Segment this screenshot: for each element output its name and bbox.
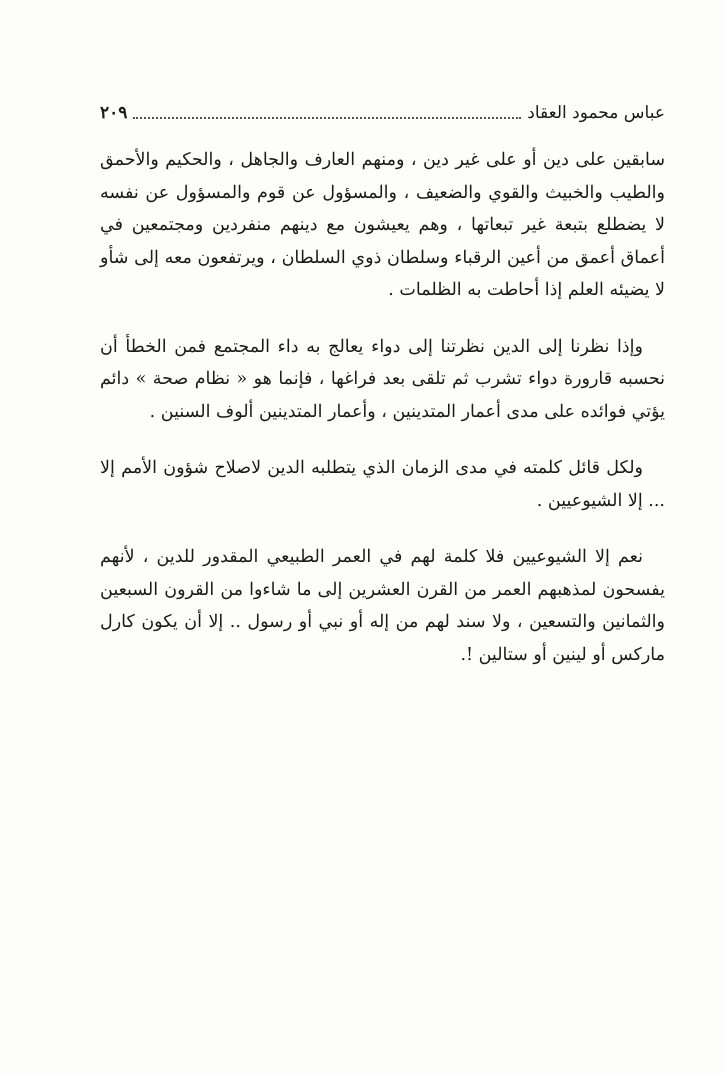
body-text bbox=[100, 144, 665, 695]
paragraph: نعم إلا الشيوعيين فلا كلمة لهم في العمر الطبيعي المقدور للدين ، لأنهم يفسحون لمذهبهم العمر من القرن العشرين إلى ما شاءوا من القرون السبعين والثمانين والتسعين ، ولا سند لهم من إله أو نبي أو رسول .. إلا أن يكون كارل ماركس أو لينين أو ستالين !. bbox=[100, 547, 665, 665]
page-number: ٢٠٩ bbox=[100, 103, 128, 123]
dotted-leader bbox=[133, 107, 521, 119]
paragraph: وإذا نظرنا إلى الدين نظرتنا إلى دواء يعالج به داء المجتمع فمن الخطأ أن نحسبه قارورة دواء تشرب ثم تلقى بعد فراغها ، فإنما هو « نظام صحة » دائم يؤتي فوائده على مدى أعمار المتدينين ، وأعمار المتدينين ألوف السنين . bbox=[100, 336, 665, 422]
paragraph: سابقين على دين أو على غير دين ، ومنهم العارف والجاهل ، والحكيم والأحمق والطيب والخبيث والقوي والضعيف ، والمسؤول عن قوم والمسؤول عن نفسه لا يضطلع بتبعة غير تبعاتها ، وهم يعيشون مع دينهم منفردين ومجتمعين في أعماق أعمق من أعين الرقباء وسلطان ذوي السلطان ، ويرتفعون معه إلى شأو لا يضيئه العلم إذا أحاطت به الظلمات . bbox=[100, 150, 665, 300]
page-header bbox=[100, 98, 665, 128]
running-head: عباس محمود العقاد bbox=[527, 103, 665, 123]
paragraph: ولكل قائل كلمته في مدى الزمان الذي يتطلبه الدين لاصلاح شؤون الأمم إلا ... إلا الشيوعيين . bbox=[100, 458, 665, 511]
